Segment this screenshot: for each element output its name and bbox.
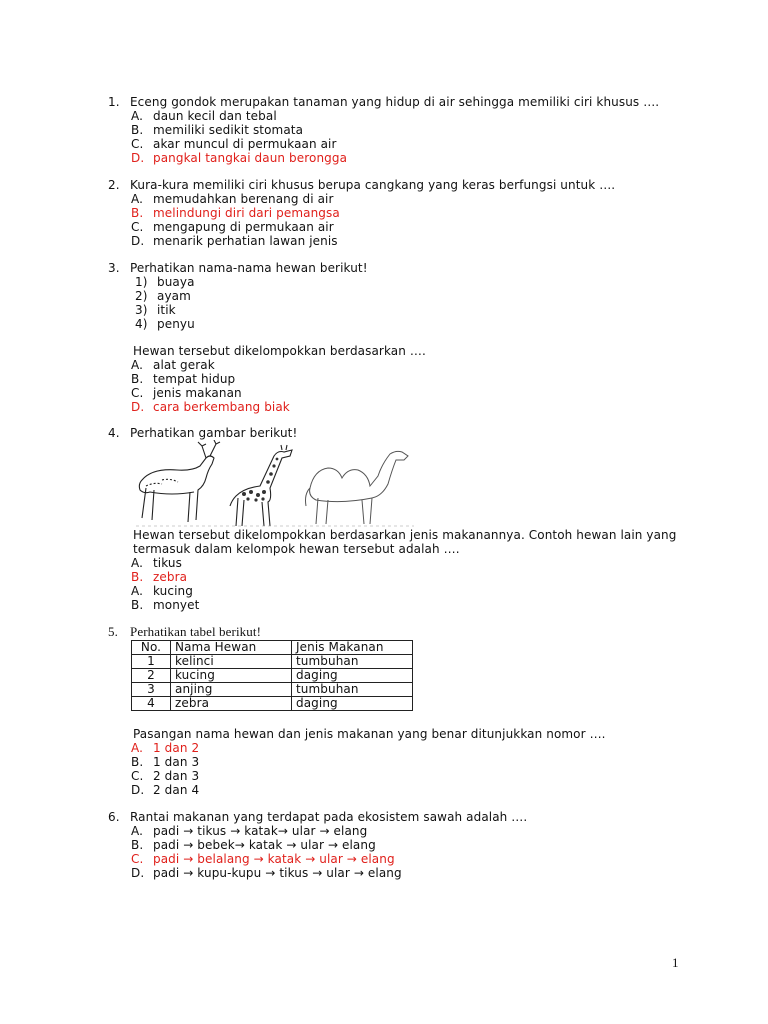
- table-cell: 2: [132, 669, 171, 683]
- q1-option-b: B. memiliki sedikit stomata: [131, 123, 304, 137]
- table-header-cell: Nama Hewan: [171, 641, 292, 655]
- q3-list-item: 4) penyu: [135, 317, 195, 331]
- table-cell: kucing: [171, 669, 292, 683]
- q2-option-d: D. menarik perhatian lawan jenis: [131, 234, 338, 248]
- q3-stem: Hewan tersebut dikelompokkan berdasarkan ….: [133, 344, 426, 358]
- table-header-row: [132, 641, 413, 655]
- table-row: [132, 655, 413, 669]
- q3-option-a: A. alat gerak: [131, 358, 215, 372]
- q6-option-d: D. padi → kupu-kupu → tikus → ular → elang: [131, 866, 402, 880]
- q3-list-item: 2) ayam: [135, 289, 191, 303]
- q6-option-c-answer: C. padi → belalang → katak → ular → elang: [131, 852, 395, 866]
- q3-option-c: C. jenis makanan: [131, 386, 242, 400]
- table-row: [132, 683, 413, 697]
- giraffe-icon: [230, 445, 292, 526]
- q2-option-c: C. mengapung di permukaan air: [131, 220, 334, 234]
- q3-option-b: B. tempat hidup: [131, 372, 236, 386]
- q4-option-d: B. monyet: [131, 598, 200, 612]
- q4-stem-line1: Hewan tersebut dikelompokkan berdasarkan jenis makanannya. Contoh hewan lain yang: [133, 528, 677, 542]
- page-number: 1: [672, 955, 679, 970]
- food-table: [131, 640, 413, 711]
- q1-option-c: C. akar muncul di permukaan air: [131, 137, 337, 151]
- q2-option-b-answer: B. melindungi diri dari pemangsa: [131, 206, 340, 220]
- q1-option-d-answer: D. pangkal tangkai daun berongga: [131, 151, 348, 165]
- q4-option-c: A. kucing: [131, 584, 193, 598]
- table-cell: 3: [132, 683, 171, 697]
- table-cell: tumbuhan: [292, 683, 413, 697]
- table-cell: daging: [292, 697, 413, 711]
- q2-option-a: A. memudahkan berenang di air: [131, 192, 334, 206]
- q1-option-a: A. daun kecil dan tebal: [131, 109, 277, 123]
- question-3: 3. Perhatikan nama-nama hewan berikut!: [108, 261, 368, 275]
- table-row: [132, 669, 413, 683]
- q3-list-item: 3) itik: [135, 303, 176, 317]
- q5-option-a-answer: A. 1 dan 2: [131, 741, 200, 755]
- table-cell: tumbuhan: [292, 655, 413, 669]
- question-6: 6. Rantai makanan yang terdapat pada ekosistem sawah adalah ….: [108, 810, 528, 824]
- table-row: [132, 697, 413, 711]
- table-cell: anjing: [171, 683, 292, 697]
- q3-option-d-answer: D. cara berkembang biak: [131, 400, 290, 414]
- question-2: 2. Kura-kura memiliki ciri khusus berupa cangkang yang keras berfungsi untuk ….: [108, 178, 616, 192]
- q6-option-a: A. padi → tikus → katak→ ular → elang: [131, 824, 368, 838]
- camel-icon: [306, 451, 409, 524]
- table-cell: 1: [132, 655, 171, 669]
- q6-option-b: B. padi → bebek→ katak → ular → elang: [131, 838, 376, 852]
- table-cell: zebra: [171, 697, 292, 711]
- question-4: 4. Perhatikan gambar berikut!: [108, 426, 298, 440]
- herbivore-illustration: [132, 440, 417, 530]
- q3-list-item: 1) buaya: [135, 275, 195, 289]
- q4-stem-line2: termasuk dalam kelompok hewan tersebut adalah ….: [133, 542, 460, 556]
- q4-option-b-answer: B. zebra: [131, 570, 188, 584]
- q5-option-c: C. 2 dan 3: [131, 769, 200, 783]
- q5-option-d: D. 2 dan 4: [131, 783, 200, 797]
- table-cell: daging: [292, 669, 413, 683]
- question-5: 5. Perhatikan tabel berikut!: [108, 624, 262, 639]
- table-cell: 4: [132, 697, 171, 711]
- q4-option-a: A. tikus: [131, 556, 182, 570]
- table-header-cell: No.: [132, 641, 171, 655]
- question-1: 1. Eceng gondok merupakan tanaman yang hidup di air sehingga memiliki ciri khusus ….: [108, 95, 660, 109]
- table-header-cell: Jenis Makanan: [292, 641, 413, 655]
- table-cell: kelinci: [171, 655, 292, 669]
- deer-icon: [139, 440, 220, 522]
- q5-option-b: B. 1 dan 3: [131, 755, 200, 769]
- q5-stem: Pasangan nama hewan dan jenis makanan yang benar ditunjukkan nomor ….: [133, 727, 606, 741]
